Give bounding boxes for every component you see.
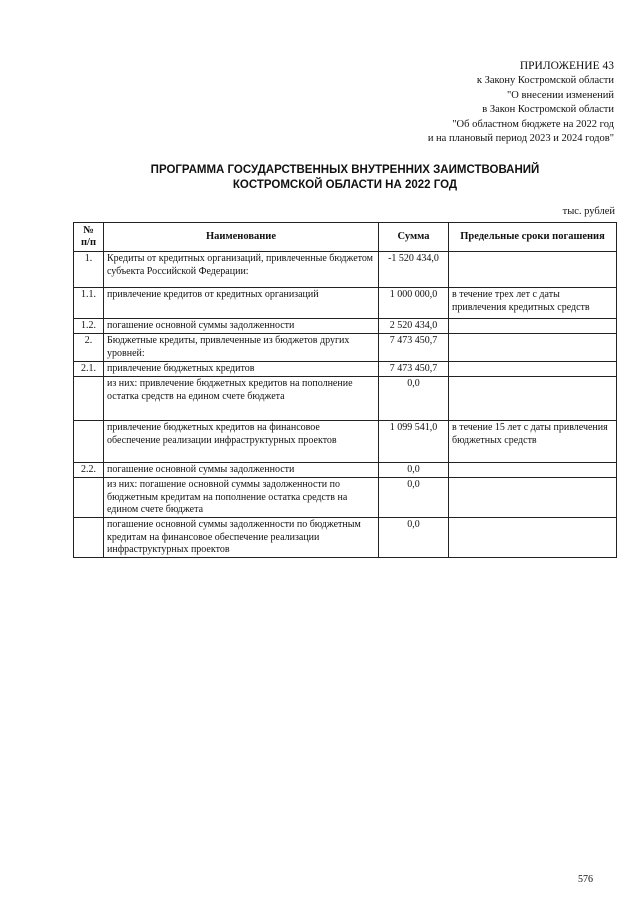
table-row [74, 463, 617, 478]
table-row [74, 319, 617, 334]
row-sum: 0,0 [379, 463, 449, 478]
title-line-2: КОСТРОМСКОЙ ОБЛАСТИ НА 2022 ГОД [232, 179, 458, 191]
row-term [449, 319, 617, 334]
row-term [449, 362, 617, 377]
row-num: 2.1. [74, 362, 104, 377]
page-number: 576 [578, 874, 593, 885]
row-name: привлечение бюджетных кредитов на финансовое обеспечение реализации инфраструктурных проектов [104, 421, 379, 463]
row-num: 1.1. [74, 288, 104, 319]
row-num: 1. [74, 252, 104, 288]
row-term [449, 478, 617, 518]
row-term [449, 377, 617, 421]
row-num [74, 421, 104, 463]
row-sum: 0,0 [379, 518, 449, 558]
table-row [74, 478, 617, 518]
appendix-line-4: в Закон Костромской области [482, 104, 614, 115]
row-term [449, 252, 617, 288]
row-num: 2.2. [74, 463, 104, 478]
row-sum: 1 099 541,0 [379, 421, 449, 463]
table-row [74, 377, 617, 421]
table-row [74, 518, 617, 558]
table-row [74, 334, 617, 362]
row-sum: 7 473 450,7 [379, 362, 449, 377]
header-num-line1: № [83, 225, 94, 236]
row-name: погашение основной суммы задолженности по бюджетным кредитам на финансовое обеспечение реализации инфраструктурных проектов [104, 518, 379, 558]
row-term: в течение 15 лет с даты привлечения бюджетных средств [449, 421, 617, 463]
table-header-row [74, 223, 617, 252]
row-name: Бюджетные кредиты, привлеченные из бюджетов других уровней: [104, 334, 379, 362]
row-sum: 0,0 [379, 478, 449, 518]
row-num [74, 377, 104, 421]
row-num [74, 518, 104, 558]
row-name: Кредиты от кредитных организаций, привлеченные бюджетом субъекта Российской Федерации: [104, 252, 379, 288]
row-name: погашение основной суммы задолженности [104, 463, 379, 478]
header-sum: Сумма [379, 223, 449, 252]
row-term [449, 518, 617, 558]
appendix-line-2: к Закону Костромской области [476, 75, 614, 86]
header-num-line2: п/п [80, 237, 97, 248]
row-name: привлечение кредитов от кредитных организаций [104, 288, 379, 319]
title-line-1: ПРОГРАММА ГОСУДАРСТВЕННЫХ ВНУТРЕННИХ ЗАИМСТВОВАНИЙ [150, 164, 540, 176]
row-sum: -1 520 434,0 [379, 252, 449, 288]
row-num [74, 478, 104, 518]
header-name: Наименование [104, 223, 379, 252]
header-term: Предельные сроки погашения [449, 223, 617, 252]
row-name: из них: погашение основной суммы задолженности по бюджетным кредитам на пополнение остатка средств на едином счете бюджета [104, 478, 379, 518]
row-sum: 7 473 450,7 [379, 334, 449, 362]
row-name: привлечение бюджетных кредитов [104, 362, 379, 377]
table-row [74, 252, 617, 288]
row-sum: 0,0 [379, 377, 449, 421]
document-title [40, 163, 640, 193]
appendix-line-3: "О внесении изменений [507, 89, 614, 101]
borrowing-table [73, 222, 617, 558]
row-num: 1.2. [74, 319, 104, 334]
appendix-header [428, 58, 614, 147]
table-row [74, 421, 617, 463]
appendix-number: ПРИЛОЖЕНИЕ 43 [519, 60, 614, 72]
row-name: погашение основной суммы задолженности [104, 319, 379, 334]
appendix-line-6: и на плановый период 2023 и 2024 годов" [427, 133, 614, 144]
row-term [449, 463, 617, 478]
row-sum: 2 520 434,0 [379, 319, 449, 334]
appendix-line-5: "Об областном бюджете на 2022 год [452, 118, 614, 130]
row-term: в течение трех лет с даты привлечения кредитных средств [449, 288, 617, 319]
row-term [449, 334, 617, 362]
row-name: из них: привлечение бюджетных кредитов на пополнение остатка средств на едином счете бюджета [104, 377, 379, 421]
unit-label: тыс. рублей [562, 206, 615, 217]
row-num: 2. [74, 334, 104, 362]
row-sum: 1 000 000,0 [379, 288, 449, 319]
table-row [74, 288, 617, 319]
header-num [74, 223, 104, 252]
table-row [74, 362, 617, 377]
